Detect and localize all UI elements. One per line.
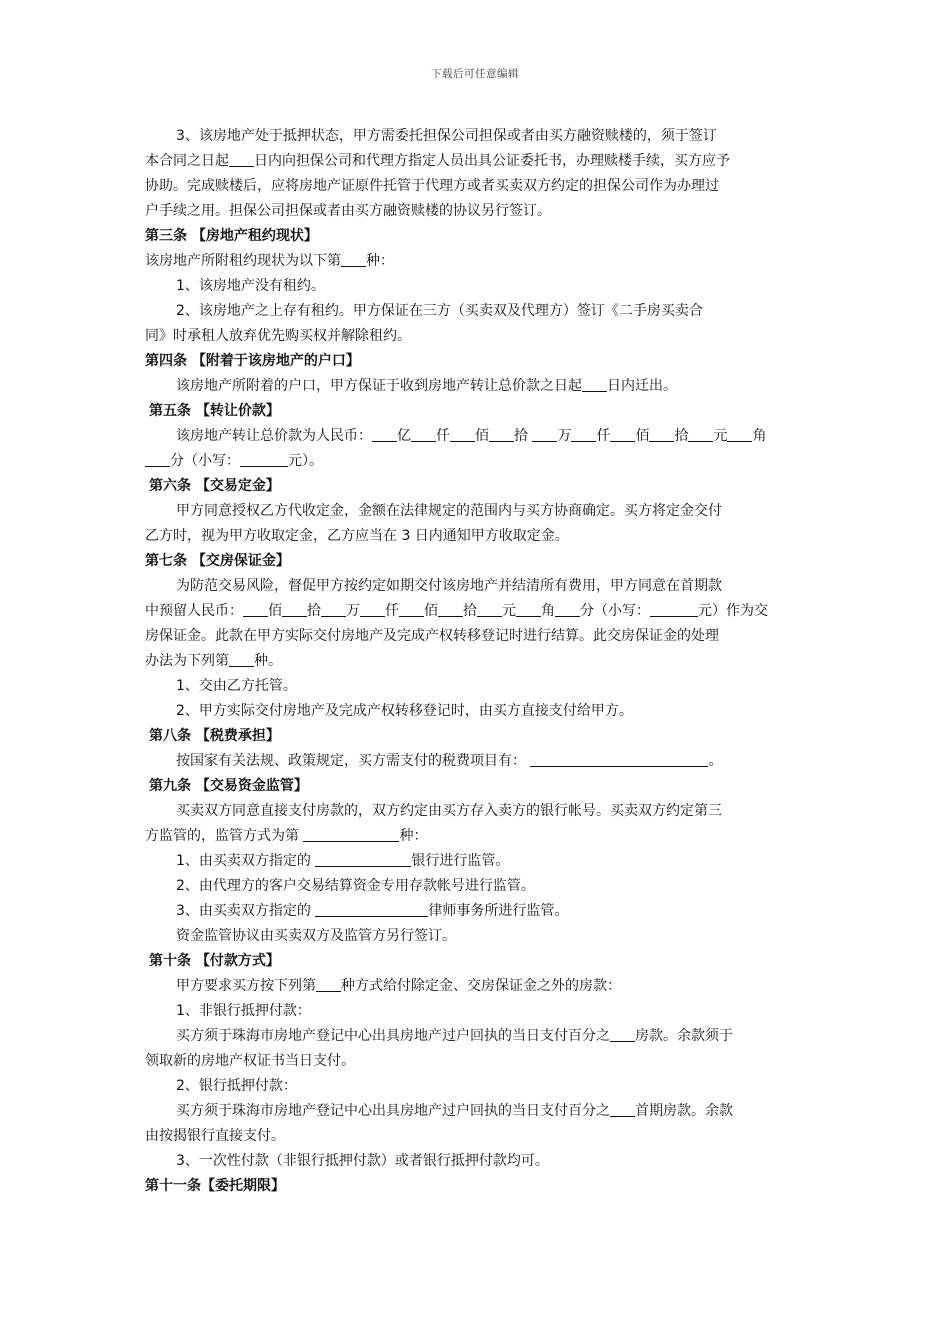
unit-label: 仟 (596, 428, 611, 444)
clause9-item1 (145, 849, 807, 874)
text-segment: 该房地产所附租约现状为以下第 (145, 253, 341, 269)
blank-amount-field[interactable] (649, 424, 674, 442)
clause7-line4 (145, 649, 807, 674)
blank-amount-field[interactable] (610, 424, 635, 442)
text-segment: 律师事务所进行监管。 (428, 903, 569, 919)
blank-amount-field[interactable] (282, 599, 307, 617)
clause6-line1: 甲方同意授权乙方代收定金，金额在法律规定的范围内与买方协商确定。买方将定金交付 (176, 503, 722, 519)
blank-amount-field[interactable] (321, 599, 346, 617)
blank-amount-field[interactable] (243, 599, 268, 617)
text-segment: 中预留人民币： (145, 603, 243, 619)
text-segment: 房款。余款须于 (635, 1028, 733, 1044)
unit-label: 角 (752, 428, 767, 444)
clause4-title: 第四条 【附着于该房地产的户口】 (145, 353, 360, 369)
blank-amount-field[interactable] (145, 449, 170, 467)
blank-amount-field[interactable] (489, 424, 514, 442)
unit-label: 拾 (514, 428, 528, 444)
clause9-item2: 2、由代理方的客户交易结算资金专用存款帐号进行监管。 (176, 878, 535, 894)
clause10-item1-line1 (145, 1024, 807, 1049)
unit-label: 佰 (424, 603, 438, 619)
blank-option-field[interactable] (316, 974, 341, 992)
unit-label: 亿 (397, 428, 411, 444)
blank-bank-field[interactable] (315, 849, 411, 867)
clause6-line2: 乙方时，视为甲方收取定金，乙方应当在 3 日内通知甲方收取定金。 (145, 528, 569, 544)
clause3-item2-line1: 2、该房地产之上存有租约。甲方保证在三方（买卖双及代理方）签订《二手房买卖合 (176, 303, 703, 319)
text-segment: 买方须于珠海市房地产登记中心出具房地产过户回执的当日支付百分之 (176, 1028, 610, 1044)
clause4-text (145, 374, 807, 399)
blank-amount-field[interactable] (727, 424, 752, 442)
text-segment: 办法为下列第 (145, 653, 229, 669)
clause9-item3 (145, 899, 807, 924)
text-segment: 甲方要求买方按下列第 (176, 978, 316, 994)
unit-label: 拾 (463, 603, 477, 619)
page-header-note: 下载后可任意编辑 (431, 68, 519, 80)
blank-amount-field[interactable] (688, 424, 713, 442)
blank-days-field[interactable] (229, 149, 254, 167)
text-segment: 该房地产转让总价款为人民币： (176, 428, 372, 444)
blank-option-field[interactable] (229, 649, 254, 667)
clause5-price-line1 (145, 424, 807, 449)
unit-label: 拾 (307, 603, 321, 619)
unit-label: 万 (557, 428, 572, 444)
text-segment: 元）。 (288, 453, 323, 469)
blank-amount-field[interactable] (411, 424, 436, 442)
clause3-title: 第三条 【房地产租约现状】 (145, 228, 318, 244)
text-segment: 种。 (254, 653, 282, 669)
unit-label: 分（小写： (580, 603, 650, 619)
blank-percent-field[interactable] (610, 1099, 635, 1117)
unit-label: 元 (713, 428, 728, 444)
blank-amount-field[interactable] (477, 599, 502, 617)
clause7-line1: 为防范交易风险，督促甲方按约定如期交付该房地产并结清所有费用，甲方同意在首期款 (176, 578, 722, 594)
clause10-item2-line2: 由按揭银行直接支付。 (145, 1128, 285, 1144)
blank-percent-field[interactable] (610, 1024, 635, 1042)
unit-label: 分（小写： (170, 453, 240, 469)
text-segment: 种方式给付除定金、交房保证金之外的房款： (341, 978, 621, 994)
text-segment: 3、由买卖双方指定的 (176, 903, 311, 919)
clause10-item1: 1、非银行抵押付款： (176, 1003, 311, 1019)
clause2-item3-line3: 协助。完成赎楼后，应将房地产证原件托管于代理方或者买卖双方约定的担保公司作为办理过 (145, 178, 719, 194)
clause3-intro (145, 249, 807, 274)
text-segment: 按国家有关法规、政策规定，买方需支付的税费项目有： (176, 753, 526, 769)
clause8-text (145, 749, 807, 774)
clause10-intro (145, 974, 807, 999)
clause7-line2 (145, 599, 807, 624)
text-segment: 该房地产所附着的户口，甲方保证于收到房地产转让总价款之日起 (176, 378, 582, 394)
clause3-item1: 1、该房地产没有租约。 (176, 278, 325, 294)
text-segment: 本合同之日起 (145, 153, 229, 169)
blank-amount-field[interactable] (360, 599, 385, 617)
text-segment: 。 (708, 753, 723, 769)
clause9-line2 (145, 824, 807, 849)
clause10-title: 第十条 【付款方式】 (149, 953, 280, 969)
blank-amount-field[interactable] (571, 424, 596, 442)
text-segment: 种： (366, 253, 394, 269)
clause2-item3-line1: 3、该房地产处于抵押状态，甲方需委托担保公司担保或者由买方融资赎楼的，须于签订 (176, 128, 717, 144)
blank-lowercase-amount-field[interactable] (240, 449, 288, 467)
unit-label: 角 (541, 603, 555, 619)
unit-label: 万 (346, 603, 360, 619)
blank-option-field[interactable] (341, 249, 366, 267)
contract-body (145, 124, 807, 1199)
unit-label: 元 (502, 603, 516, 619)
clause9-line1: 买卖双方同意直接支付房款的，双方约定由买方存入卖方的银行帐号。买卖双方约定第三 (176, 803, 722, 819)
text-segment: 元）作为交 (698, 603, 768, 619)
clause5-title: 第五条 【转让价款】 (149, 403, 280, 419)
clause2-item3-line2 (145, 149, 807, 174)
unit-label: 仟 (385, 603, 399, 619)
text-segment: 方监管的，监管方式为第 (145, 828, 299, 844)
blank-amount-field[interactable] (399, 599, 424, 617)
unit-label: 佰 (475, 428, 489, 444)
clause7-line3: 房保证金。此款在甲方实际交付房地产及完成产权转移登记时进行结算。此交房保证金的处理 (145, 628, 719, 644)
clause6-title: 第六条 【交易定金】 (149, 478, 280, 494)
clause9-note: 资金监管协议由买卖双方及监管方另行签订。 (176, 928, 456, 944)
blank-lowercase-amount-field[interactable] (650, 599, 698, 617)
unit-label: 仟 (436, 428, 450, 444)
blank-law-firm-field[interactable] (315, 899, 428, 917)
blank-amount-field[interactable] (532, 424, 557, 442)
blank-amount-field[interactable] (438, 599, 463, 617)
clause10-item1-line2: 领取新的房地产权证书当日支付。 (145, 1053, 355, 1069)
clause7-item1: 1、交由乙方托管。 (176, 678, 297, 694)
clause7-title: 第七条 【交房保证金】 (145, 553, 290, 569)
text-segment: 银行进行监管。 (411, 853, 510, 869)
text-segment: 首期房款。余款 (635, 1103, 733, 1119)
blank-amount-field[interactable] (372, 424, 397, 442)
blank-tax-items-field[interactable] (530, 749, 708, 767)
clause3-item2-line2: 同》时承租人放弃优先购买权并解除租约。 (145, 328, 411, 344)
text-segment: 日内迁出。 (607, 378, 677, 394)
unit-label: 佰 (268, 603, 282, 619)
blank-amount-field[interactable] (555, 599, 580, 617)
text-segment: 买方须于珠海市房地产登记中心出具房地产过户回执的当日支付百分之 (176, 1103, 610, 1119)
clause8-title: 第八条 【税费承担】 (149, 728, 280, 744)
clause7-item2: 2、甲方实际交付房地产及完成产权转移登记时，由买方直接支付给甲方。 (176, 703, 633, 719)
text-segment: 1、由买卖双方指定的 (176, 853, 311, 869)
clause2-item3-line4: 户手续之用。担保公司担保或者由买方融资赎楼的协议另行签订。 (145, 203, 551, 219)
clause11-title: 第十一条【委托期限】 (145, 1178, 285, 1194)
blank-option-field[interactable] (303, 824, 399, 842)
clause10-item2: 2、银行抵押付款： (176, 1078, 297, 1094)
text-segment: 种： (399, 828, 428, 844)
text-segment: 日内向担保公司和代理方指定人员出具公证委托书，办理赎楼手续，买方应予 (254, 153, 730, 169)
clause5-price-line2 (145, 449, 807, 474)
unit-label: 佰 (635, 428, 650, 444)
blank-amount-field[interactable] (450, 424, 475, 442)
blank-amount-field[interactable] (516, 599, 541, 617)
blank-days-field[interactable] (582, 374, 607, 392)
unit-label: 拾 (674, 428, 689, 444)
clause10-item3: 3、一次性付款（非银行抵押付款）或者银行抵押付款均可。 (176, 1153, 549, 1169)
clause9-title: 第九条 【交易资金监管】 (149, 778, 308, 794)
clause10-item2-line1 (145, 1099, 807, 1124)
